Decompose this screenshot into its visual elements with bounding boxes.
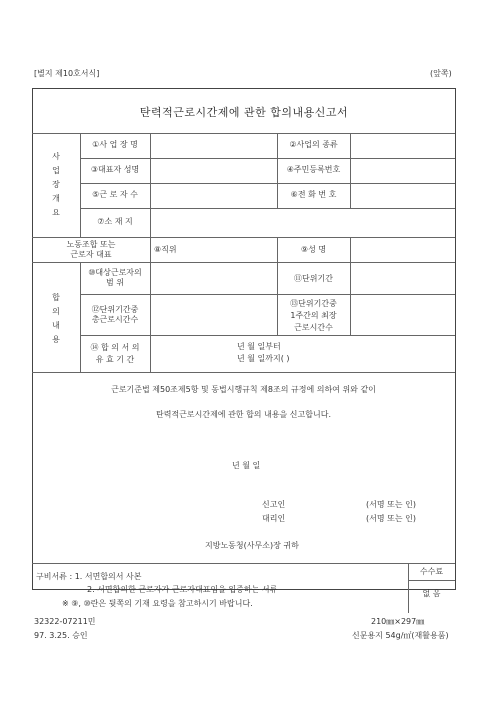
- workers-label: ⑤근 로 자 수: [92, 190, 138, 199]
- phone-label: ⑥전 화 번 호: [290, 190, 337, 199]
- line: [32, 563, 455, 564]
- line: [408, 580, 455, 581]
- max-weekly-hours-field[interactable]: [351, 295, 454, 335]
- total-hours-field[interactable]: [151, 295, 277, 335]
- union-position-field[interactable]: [180, 238, 276, 262]
- union-name-label: ⑨성 명: [300, 245, 327, 254]
- union-label: 노동조합 또는 근로자 대표: [66, 240, 116, 259]
- union-position-label: ⑧직위: [154, 245, 177, 254]
- representative-label: ③대표자 성명: [90, 165, 140, 174]
- max-weekly-hours-label: ⑬단위기간중 1주간의 최장 근로시간수: [290, 299, 337, 332]
- form-title: 탄력적근로시간제에 관한 합의내용신고서: [139, 106, 349, 119]
- attachments-line-1: 구비서류 : 1. 서면합의서 사본: [36, 572, 142, 581]
- business-name-label: ①사 업 장 명: [92, 140, 138, 149]
- business-type-field[interactable]: [351, 134, 454, 158]
- target-workers-label: ⑩대상근로자의 범 위: [88, 268, 142, 287]
- total-hours-label: ⑫단위기간중 총근로시간수: [91, 305, 139, 324]
- report-date[interactable]: 년 월 일: [232, 461, 261, 470]
- reporter-signature[interactable]: (서명 또는 인): [366, 500, 416, 509]
- statement-line-1: 근로기준법 제50조제5항 및 동법시행규칙 제8조의 규정에 의하여 위와 같이: [111, 385, 376, 394]
- phone-field[interactable]: [351, 184, 454, 208]
- union-name-field[interactable]: [351, 238, 454, 262]
- attachments-line-2: 2. 서면합의한 근로자가 근로자대표임을 입증하는 서류: [87, 585, 278, 594]
- agreement-section-label: 합 의 내 용: [52, 293, 60, 344]
- line: [32, 372, 455, 373]
- fee-value: 없 음: [422, 589, 441, 598]
- rrn-label: ④주민등록번호: [286, 165, 341, 174]
- form-code: 32322-07211민: [34, 617, 96, 626]
- business-type-label: ②사업의 종류: [289, 140, 338, 149]
- form-number: [별지 제10호서식]: [34, 69, 100, 78]
- page-side-label: (앞쪽): [430, 69, 452, 78]
- validity-to[interactable]: 년 월 일까지( ): [237, 354, 290, 363]
- business-section-label: 사 업 장 개 요: [52, 152, 60, 217]
- statement-line-2: 탄력적근로시간제에 관한 합의 내용을 신고합니다.: [155, 410, 331, 419]
- validity-label: ⑭ 합 의 서 의 유 효 기 간: [90, 343, 140, 364]
- representative-field[interactable]: [151, 159, 277, 183]
- paper-spec: 신문용지 54g/㎡(재활용품): [352, 631, 449, 640]
- address-field[interactable]: [151, 209, 454, 237]
- reporter-label: 신고인: [262, 500, 286, 509]
- validity-from[interactable]: 년 월 일부터: [237, 342, 281, 351]
- address-label: ⑦소 재 지: [97, 217, 133, 226]
- agent-label: 대리인: [262, 514, 286, 523]
- approval-date: 97. 3.25. 승인: [34, 631, 88, 640]
- fee-label: 수수료: [419, 567, 444, 576]
- unit-period-field[interactable]: [351, 263, 454, 294]
- target-workers-field[interactable]: [151, 263, 277, 294]
- agent-signature[interactable]: (서명 또는 인): [366, 514, 416, 523]
- attachments-note: ※ ⑨, ⑩란은 뒷쪽의 기재 요령을 참고하시기 바랍니다.: [62, 599, 253, 608]
- rrn-field[interactable]: [351, 159, 454, 183]
- business-name-field[interactable]: [151, 134, 277, 158]
- unit-period-label: ⑪단위기간: [294, 274, 333, 283]
- line: [80, 335, 455, 336]
- paper-size: 210㎜×297㎜: [371, 617, 425, 626]
- workers-field[interactable]: [151, 184, 277, 208]
- addressee: 지방노동청(사무소)장 귀하: [205, 541, 299, 550]
